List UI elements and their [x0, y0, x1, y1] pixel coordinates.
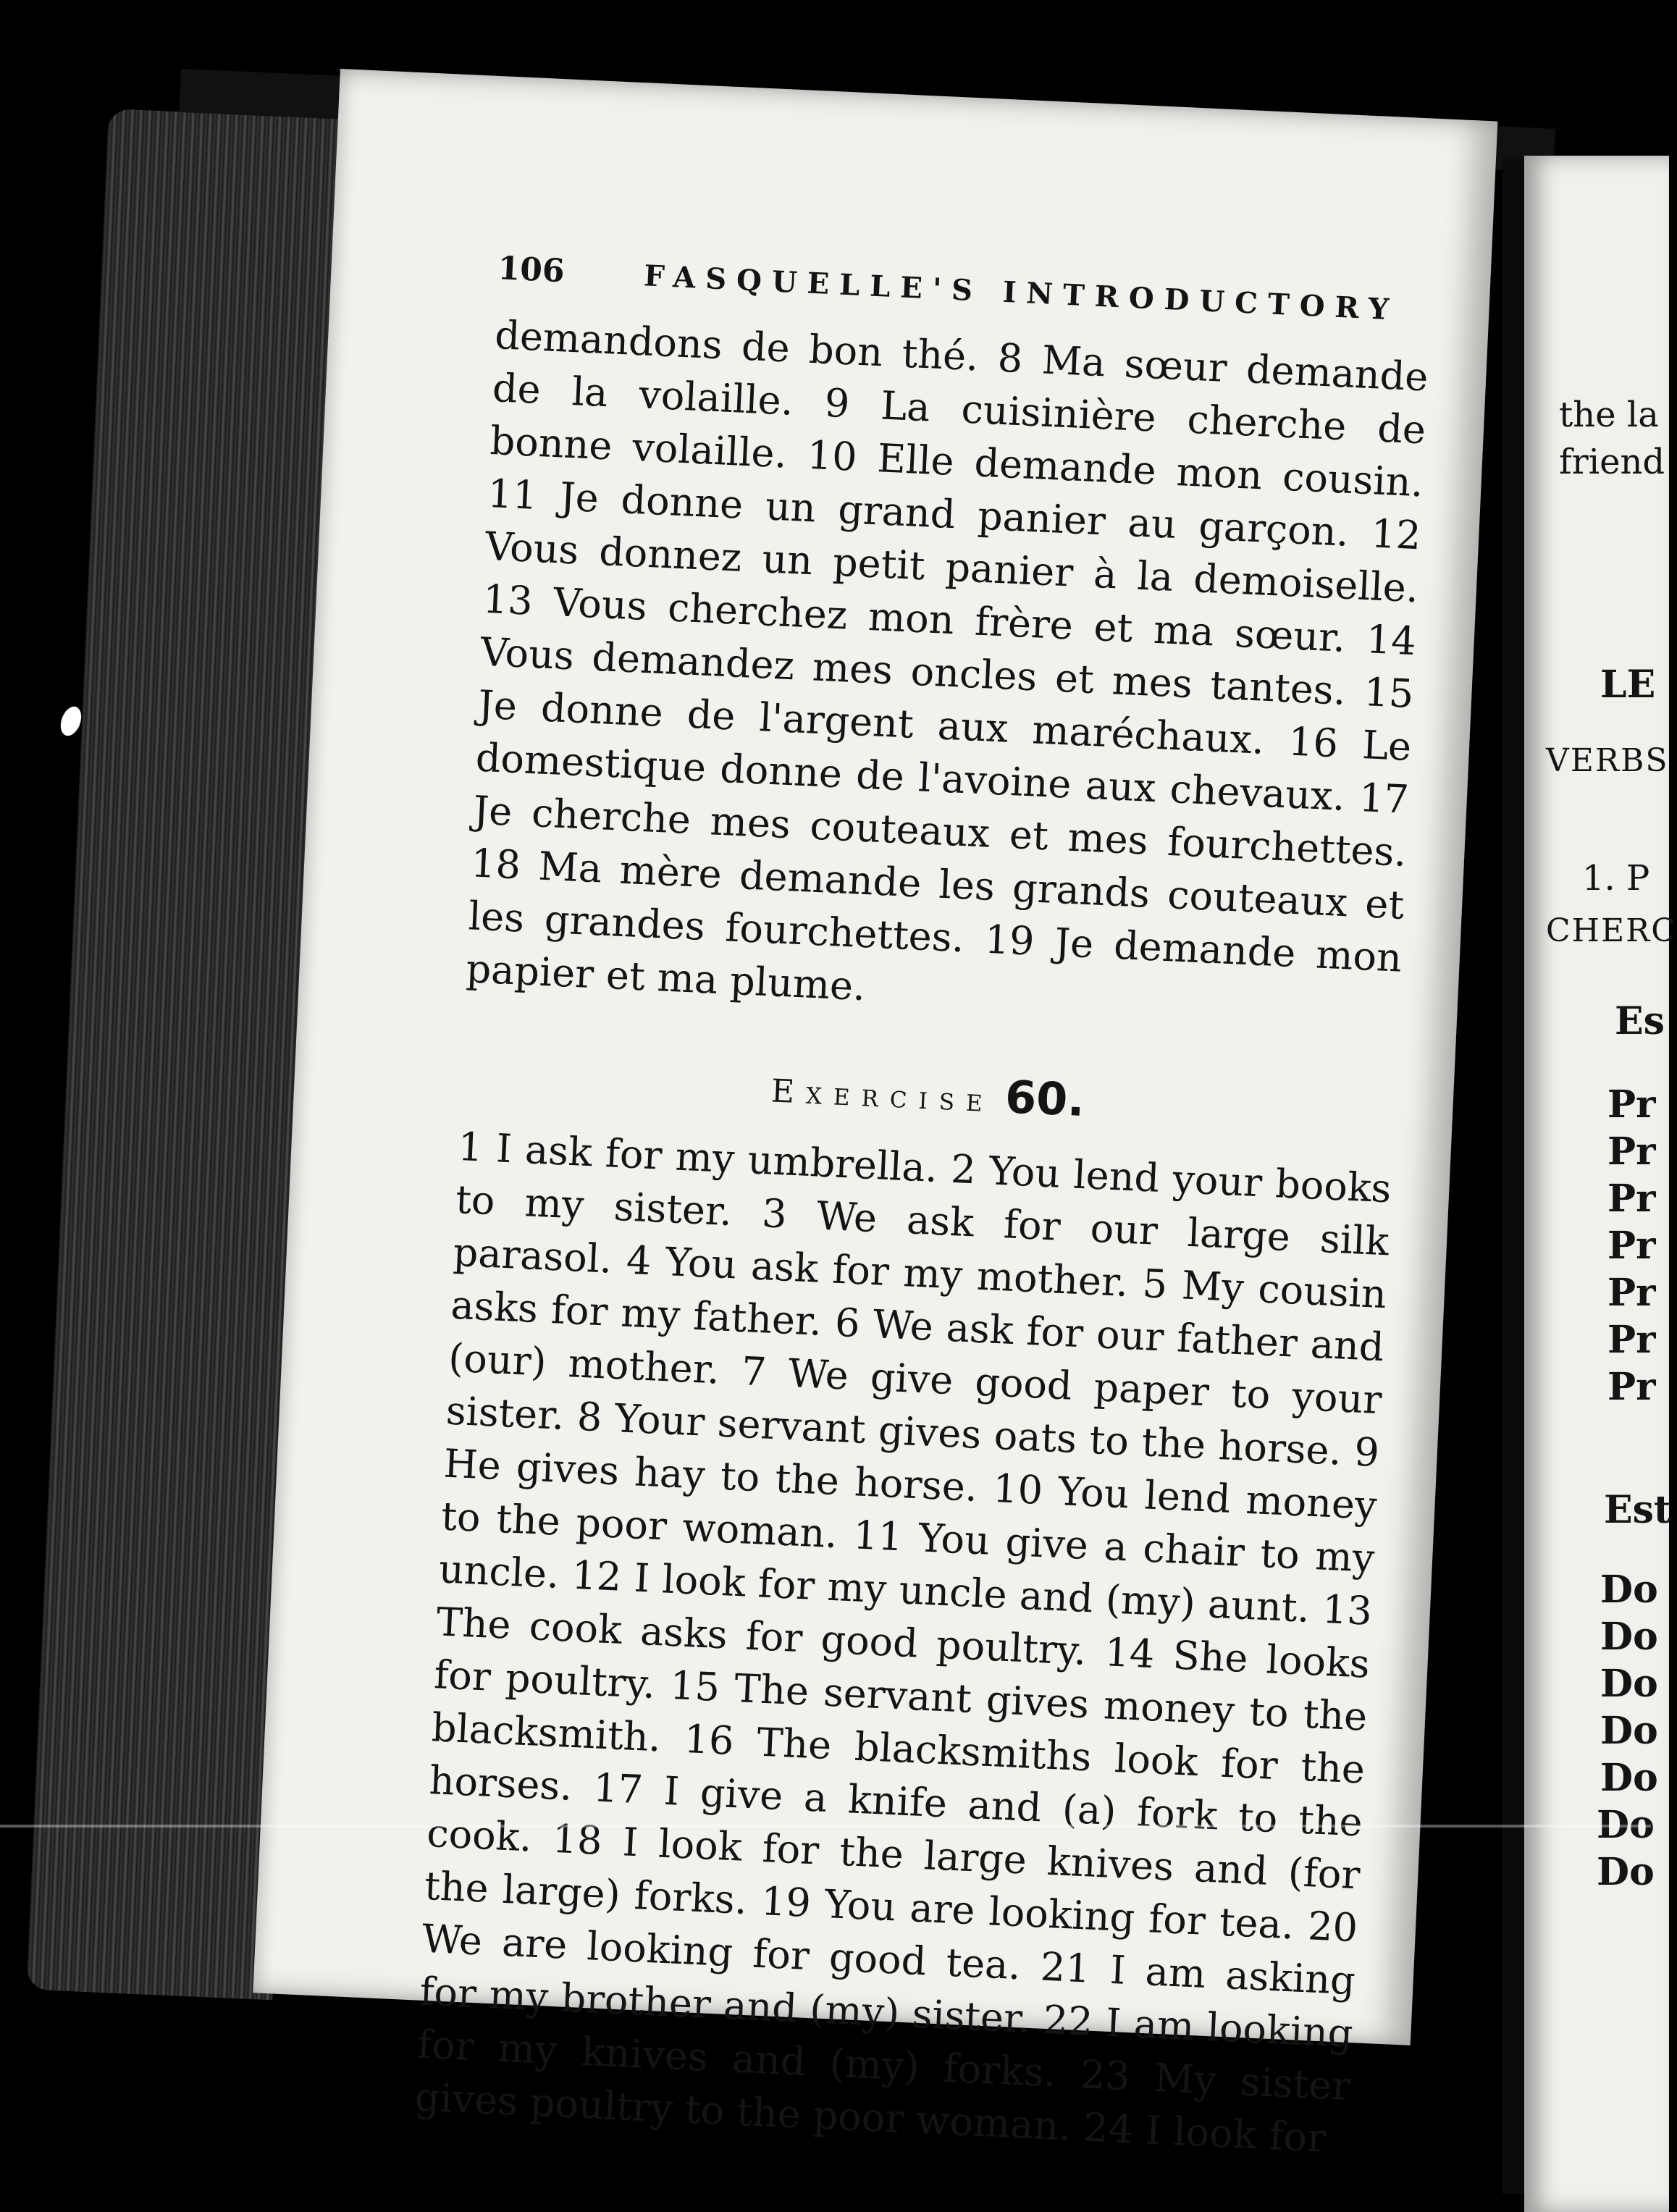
facing-line: Pr: [1607, 1271, 1656, 1315]
facing-line: Do: [1597, 1803, 1655, 1847]
facing-line: Do: [1600, 1662, 1658, 1706]
facing-line: Do: [1597, 1850, 1655, 1894]
facing-line: Pr: [1607, 1365, 1656, 1409]
facing-line: Pr: [1607, 1177, 1656, 1221]
facing-line: Pr: [1607, 1318, 1656, 1362]
facing-line: Do: [1600, 1709, 1658, 1753]
facing-line: friend: [1559, 442, 1665, 482]
facing-line: Do: [1600, 1568, 1658, 1612]
facing-line: LE: [1600, 663, 1656, 707]
book-page: [253, 69, 1497, 2161]
exercise-number: 60.: [1004, 1070, 1086, 1127]
facing-line: Pr: [1607, 1082, 1656, 1127]
facing-line: Pr: [1607, 1224, 1656, 1268]
running-title: FASQUELLE'S INTRODUCTORY: [643, 258, 1400, 327]
facing-line: the la: [1559, 395, 1659, 435]
facing-line: 1. P: [1582, 858, 1650, 899]
facing-line: Pr: [1607, 1130, 1656, 1174]
scan-artifact-line: [0, 1825, 1651, 1828]
french-sentences-paragraph: demandons de bon thé. 8 Ma sœur demande de la volaille. 9 La cuisinière cherche de bonne volaille. 10 Elle demande mon cousin. 11 Je donne un grand panier au garçon. 12 Vous donnez un petit panier à la demoiselle. 13 Vous cherchez mon frère et ma sœur. 14 Vous demandez mes oncles et mes tantes. 15 Je donne de l'argent aux maréchaux. 16 Le domestique donne de l'avoine aux chevaux. 17 Je cherche mes couteaux et mes fourchettes. 18 Ma mère demande les grands couteaux et les grandes fourchettes. 19 Je demande mon papier et ma plume.: [465, 312, 1429, 1010]
english-sentences-paragraph: 1 I ask for my umbrella. 2 You lend your books to my sister. 3 We ask for our large silk parasol. 4 You ask for my mother. 5 My cousin asks for my father. 6 We ask for our father and (our) mother. 7 We give good paper to your sister. 8 Your servant gives oats to the horse. 9 He gives hay to the horse. 10 You lend money to the poor woman. 11 You give a chair to my uncle. 12 I look for my uncle and (my) aunt. 13 The cook asks for good poultry. 14 She looks for poultry. 15 The servant gives money to the blacksmith. 16 The blacksmiths look for the horses. 17 I give a knife and (a) fork to the cook. 18 I look for the large knives and (for the large) forks. 19 You are looking for tea. 20 We are looking for good tea. 21 I am asking for my brother and (my) sister. 22 I am looking for my knives and (my) forks. 23 My sister gives poultry to the poor woman. 24 I look for: [413, 1123, 1392, 2161]
facing-page-fragment: [1524, 156, 1677, 2212]
page-text-block: [413, 250, 1432, 2166]
facing-line: CHERC: [1546, 912, 1677, 949]
exercise-label: Exercise: [770, 1072, 995, 1120]
facing-line: Es: [1615, 999, 1665, 1043]
facing-line: Est: [1604, 1488, 1671, 1532]
facing-line: VERBS: [1546, 742, 1669, 779]
facing-line: Do: [1600, 1615, 1658, 1659]
facing-line: Do: [1600, 1756, 1658, 1800]
page-number: 106: [497, 250, 566, 290]
